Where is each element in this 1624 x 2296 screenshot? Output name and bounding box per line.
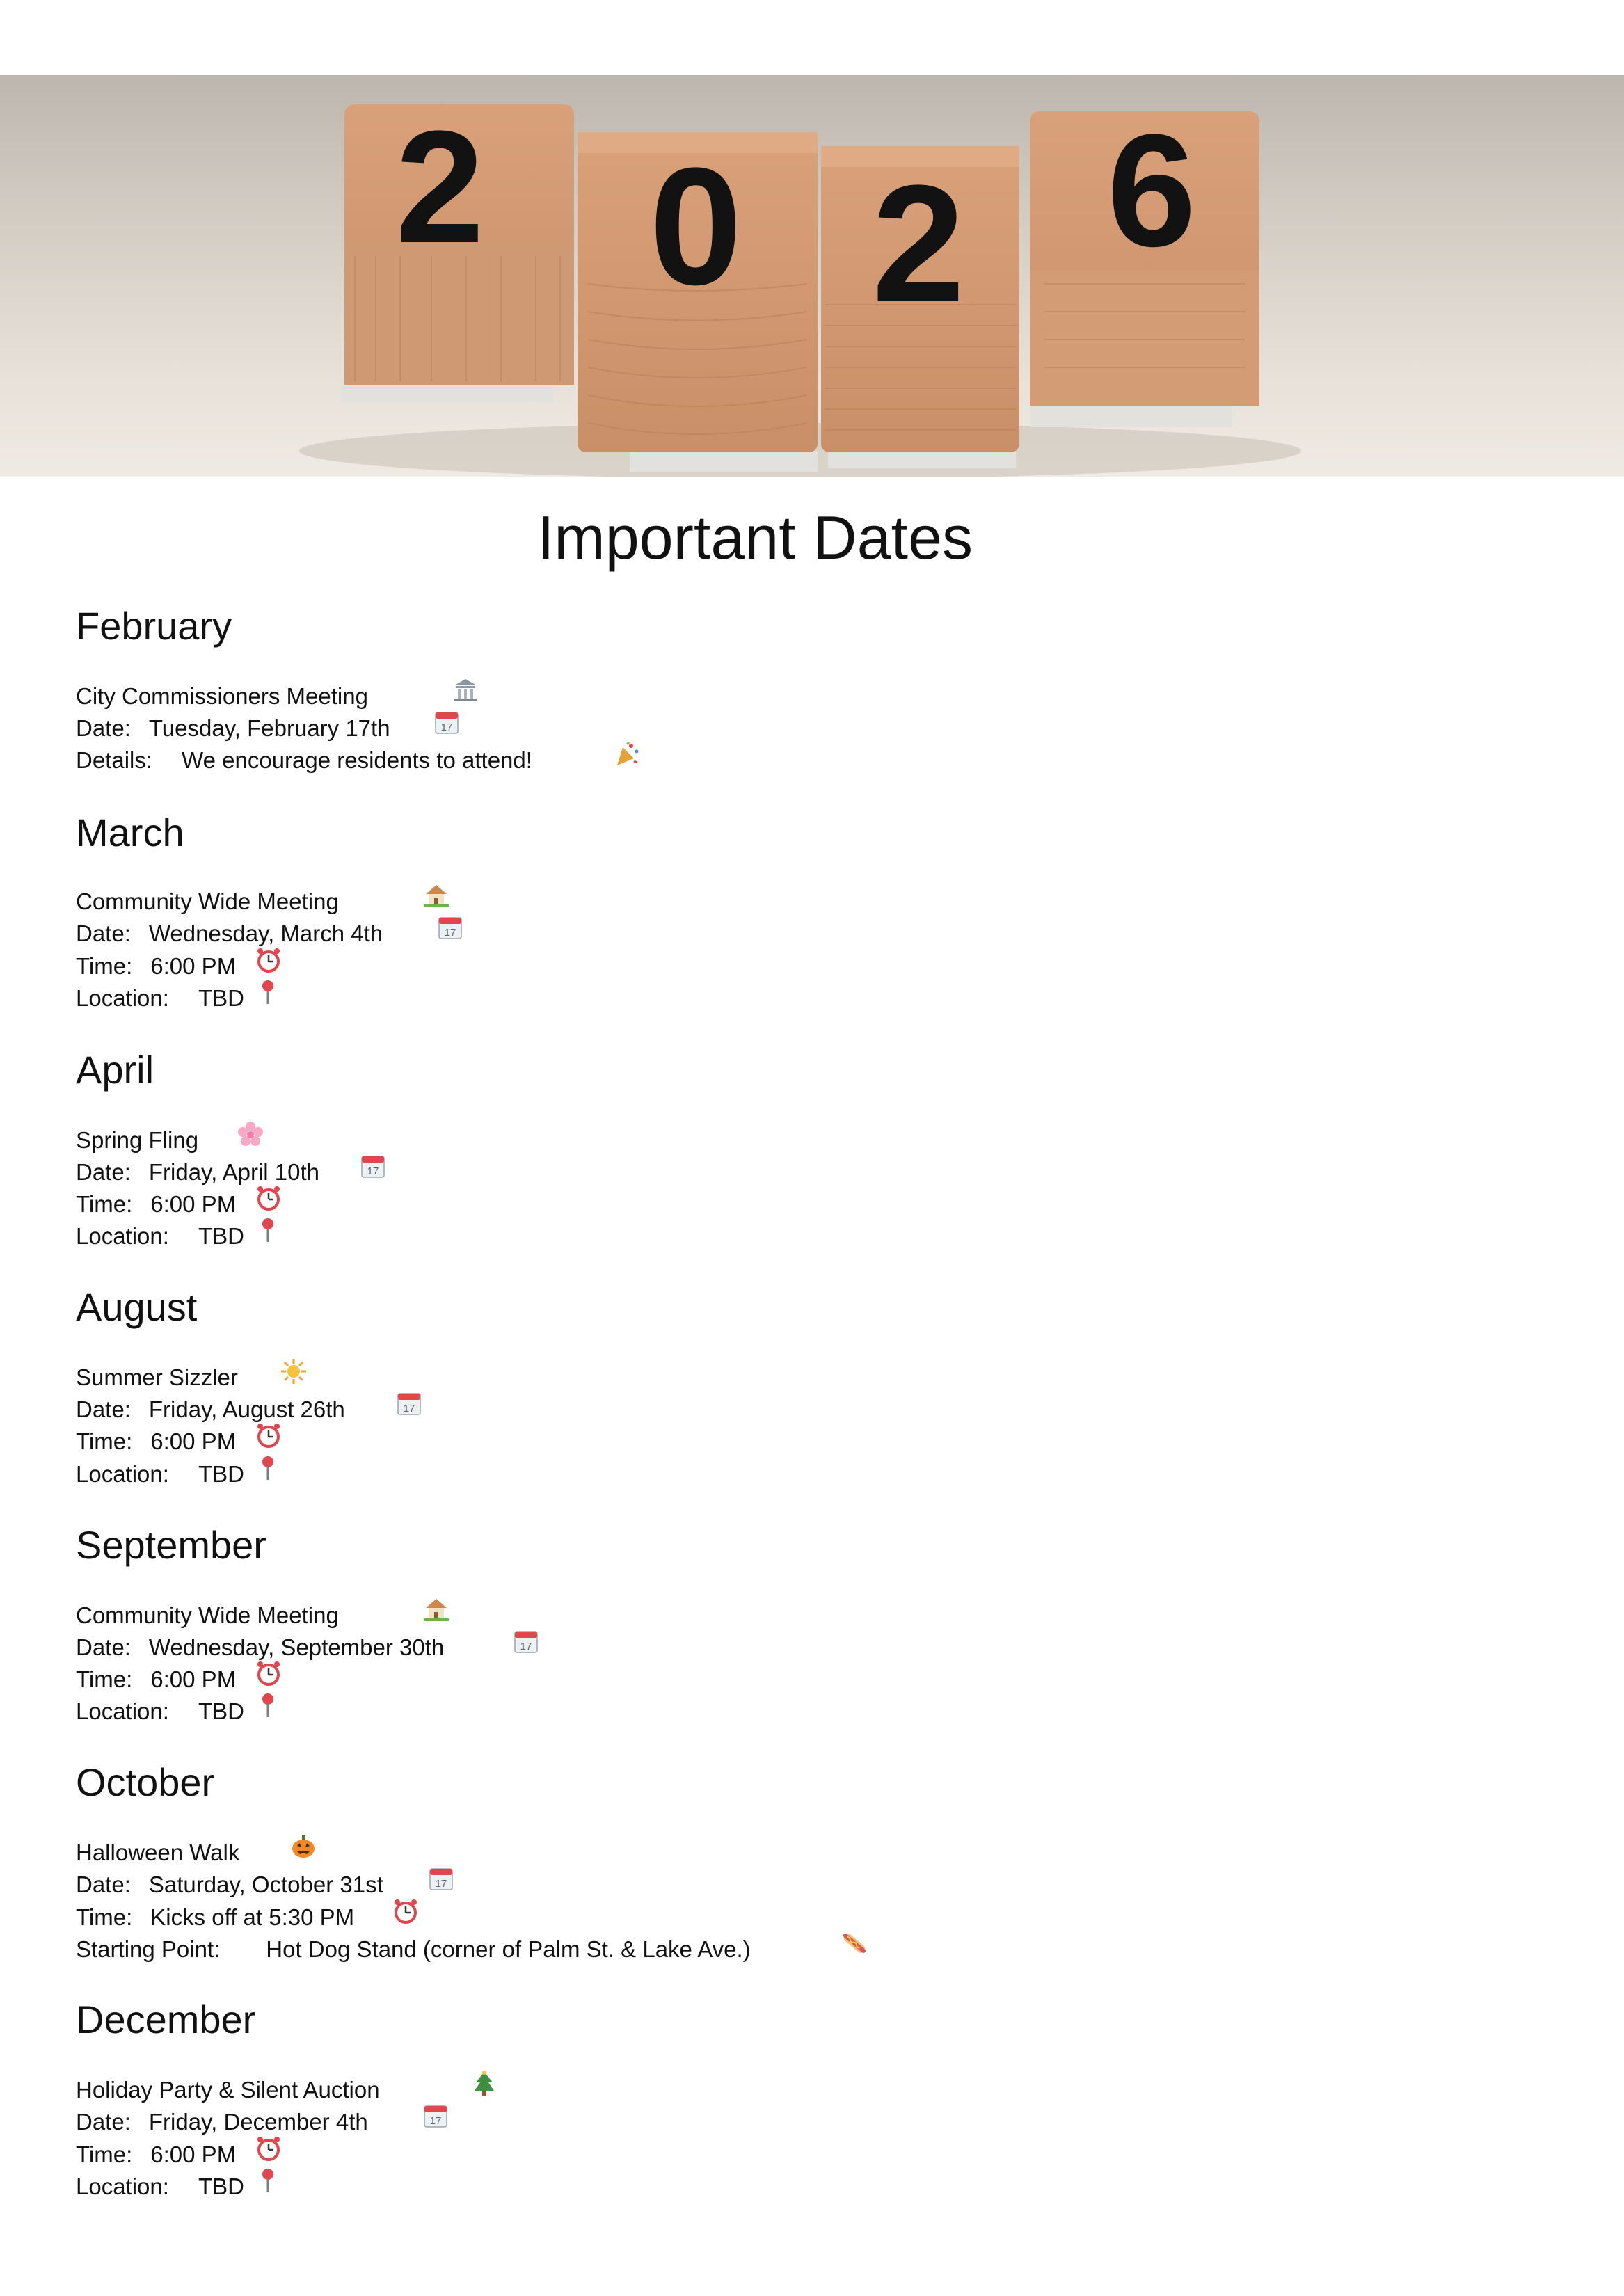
date-label: Date: <box>76 920 131 946</box>
location-value: TBD <box>198 1698 244 1724</box>
time-value: 6:00 PM <box>150 1191 237 1217</box>
location-label: Location: <box>76 1461 169 1487</box>
date-value: Wednesday, September 30th <box>148 1634 445 1660</box>
location-label: Location: <box>76 1698 169 1724</box>
alarm-clock-icon <box>255 1184 282 1212</box>
calendar-icon <box>427 1865 455 1892</box>
location-value: TBD <box>198 1461 244 1487</box>
location-row <box>76 2171 282 2203</box>
time-label: Time: <box>76 1904 133 1930</box>
month-heading: December <box>76 1998 256 2041</box>
calendar-icon <box>512 1627 540 1655</box>
event-name: City Commissioners Meeting <box>76 683 368 709</box>
event-title <box>76 680 479 712</box>
digit-2: 0 <box>649 133 742 319</box>
time-label: Time: <box>76 1666 133 1692</box>
svg-text:17: 17 <box>403 1403 415 1414</box>
digit-3: 2 <box>872 150 965 337</box>
calendar-icon <box>359 1152 387 1180</box>
svg-text:17: 17 <box>429 2115 442 2127</box>
location-label: Location: <box>76 985 169 1011</box>
date-row <box>76 1869 455 1901</box>
location-row <box>76 1696 282 1728</box>
svg-text:17: 17 <box>444 927 456 939</box>
starting-point-value: Hot Dog Stand (corner of Palm St. & Lake Ave.) <box>266 1936 751 1962</box>
starting-point-label: Starting Point: <box>76 1936 221 1962</box>
location-value: TBD <box>198 2174 244 2199</box>
time-value: 6:00 PM <box>150 1428 237 1454</box>
house-with-garden-icon <box>422 882 450 909</box>
time-row <box>76 1664 282 1696</box>
alarm-clock-icon <box>255 1421 282 1449</box>
date-value: Wednesday, March 4th <box>148 920 383 946</box>
calendar-icon <box>433 708 461 736</box>
event-name: Holiday Party & Silent Auction <box>76 2077 380 2103</box>
location-value: TBD <box>198 1223 244 1249</box>
time-value: 6:00 PM <box>150 953 237 979</box>
location-value: TBD <box>198 985 244 1011</box>
cherry-blossom-icon <box>237 1120 264 1148</box>
date-value: Tuesday, February 17th <box>148 715 390 741</box>
date-label: Date: <box>76 1396 131 1422</box>
wooden-blocks-illustration <box>0 75 1624 477</box>
digit-block-4 <box>1030 101 1259 427</box>
government-building-icon <box>452 676 479 704</box>
date-label: Date: <box>76 1159 131 1185</box>
time-row <box>76 1188 282 1220</box>
location-row <box>76 1458 282 1490</box>
location-row <box>76 1220 282 1252</box>
digit-block-2 <box>578 132 818 472</box>
hot-dog-icon <box>841 1929 868 1957</box>
date-label: Date: <box>76 1872 131 1897</box>
time-label: Time: <box>76 2142 133 2167</box>
svg-text:17: 17 <box>520 1641 532 1652</box>
event-title <box>76 1600 450 1632</box>
alarm-clock-icon <box>392 1897 420 1925</box>
digit-4: 6 <box>1107 101 1196 280</box>
date-value: Friday, August 26th <box>148 1396 345 1422</box>
details-row <box>76 744 641 776</box>
details-value: We encourage residents to attend! <box>182 747 532 773</box>
month-heading: October <box>76 1760 215 1804</box>
time-label: Time: <box>76 1191 133 1217</box>
time-label: Time: <box>76 953 133 979</box>
digit-block-1 <box>341 97 574 402</box>
digit-block-3 <box>821 146 1019 468</box>
time-value: 6:00 PM <box>150 1666 237 1692</box>
date-value: Friday, December 4th <box>148 2109 368 2135</box>
month-heading: March <box>76 811 184 854</box>
event-name: Community Wide Meeting <box>76 888 339 914</box>
time-row <box>76 2139 282 2171</box>
month-heading: April <box>76 1048 154 1092</box>
date-row <box>76 2106 449 2138</box>
date-row <box>76 918 464 950</box>
time-row <box>76 1902 420 1934</box>
location-row <box>76 982 282 1014</box>
alarm-clock-icon <box>255 2135 282 2162</box>
party-popper-icon <box>613 740 641 768</box>
event-name: Community Wide Meeting <box>76 1602 339 1628</box>
digit-1: 2 <box>395 97 484 276</box>
starting-point-row <box>76 1934 868 1966</box>
time-value: Kicks off at 5:30 PM <box>150 1904 355 1930</box>
event-title <box>76 1837 317 1869</box>
location-label: Location: <box>76 1223 169 1249</box>
round-pushpin-icon <box>254 1454 282 1482</box>
date-row <box>76 1156 387 1188</box>
date-row <box>76 1394 423 1426</box>
alarm-clock-icon <box>255 1659 282 1687</box>
month-heading: August <box>76 1285 198 1329</box>
date-label: Date: <box>76 715 131 741</box>
date-label: Date: <box>76 1634 131 1660</box>
event-name: Summer Sizzler <box>76 1364 238 1390</box>
page-title: Important Dates <box>536 503 973 572</box>
time-row <box>76 950 282 982</box>
location-label: Location: <box>76 2174 169 2199</box>
sun-icon <box>280 1357 308 1385</box>
month-heading: February <box>76 604 232 648</box>
month-heading: September <box>76 1523 266 1567</box>
house-with-garden-icon <box>422 1595 450 1623</box>
details-label: Details: <box>76 747 153 773</box>
round-pushpin-icon <box>254 2167 282 2194</box>
calendar-icon <box>436 914 464 941</box>
date-label: Date: <box>76 2109 131 2135</box>
time-value: 6:00 PM <box>150 2142 237 2167</box>
header-banner-image <box>0 75 1624 477</box>
round-pushpin-icon <box>254 1691 282 1719</box>
event-name: Halloween Walk <box>76 1840 240 1865</box>
event-title <box>76 1124 264 1156</box>
date-value: Friday, April 10th <box>148 1159 320 1185</box>
time-label: Time: <box>76 1428 133 1454</box>
christmas-tree-icon <box>470 2070 498 2098</box>
event-title <box>76 886 450 918</box>
event-name: Spring Fling <box>76 1127 199 1153</box>
date-row <box>76 1632 540 1664</box>
svg-text:17: 17 <box>367 1165 379 1177</box>
alarm-clock-icon <box>255 946 282 974</box>
time-row <box>76 1426 282 1458</box>
round-pushpin-icon <box>254 978 282 1006</box>
date-value: Saturday, October 31st <box>148 1872 383 1897</box>
event-title <box>76 1362 308 1394</box>
svg-text:17: 17 <box>440 722 453 733</box>
round-pushpin-icon <box>254 1216 282 1244</box>
svg-text:17: 17 <box>435 1878 447 1890</box>
calendar-icon <box>422 2102 449 2130</box>
date-row <box>76 712 461 744</box>
calendar-icon <box>395 1389 423 1417</box>
jack-o-lantern-icon <box>289 1833 317 1860</box>
